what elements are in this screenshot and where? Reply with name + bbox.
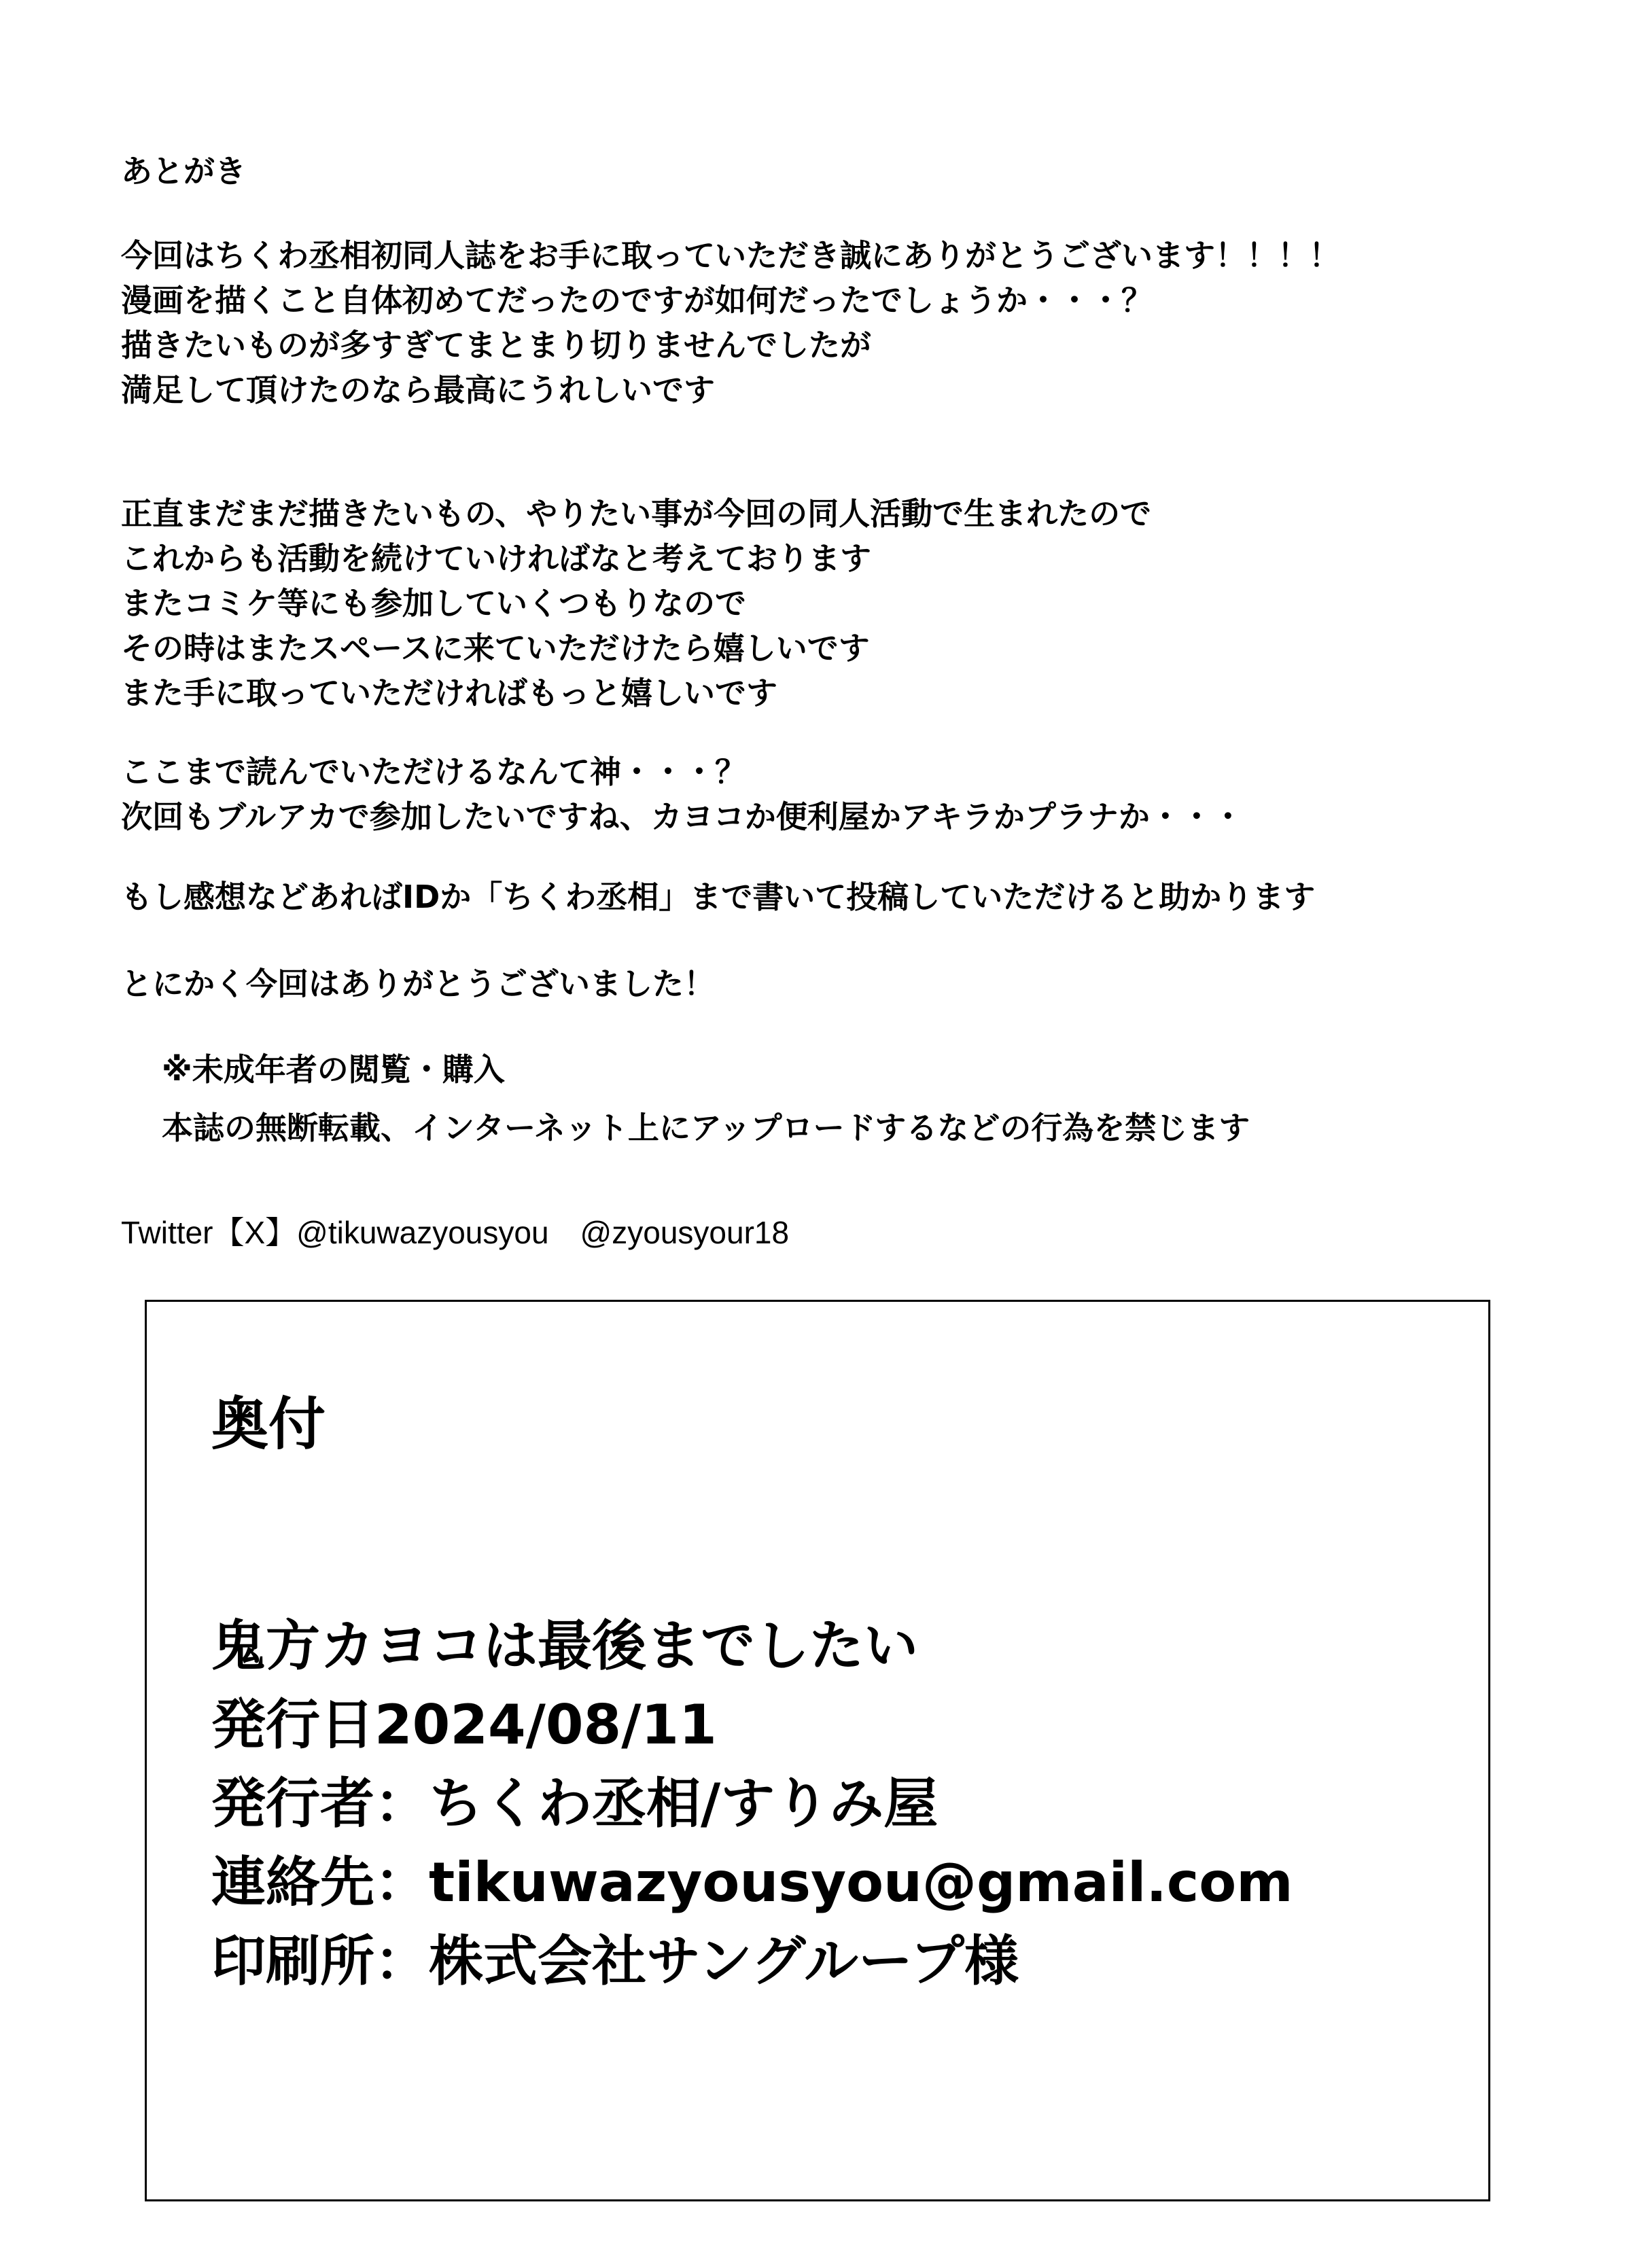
afterword-text-line: ここまで読んでいただけるなんて神・・・？ — [121, 754, 746, 790]
notice-line: 本誌の無断転載、インターネット上にアップロードするなどの行為を禁じます — [162, 1110, 1250, 1146]
afterword-text-line: とにかく今回はありがとうございました！ — [121, 965, 715, 1002]
afterword-text-line: その時はまたスペースに来ていただけたら嬉しいです — [121, 630, 870, 667]
afterword-text-line: 正直まだまだ描きたいもの、やりたい事が今回の同人活動で生まれたので — [121, 495, 1152, 532]
afterword-text-line: 次回もブルアカで参加したいですね、カヨコか便利屋かアキラかプラナか・・・ — [121, 798, 1244, 835]
afterword-heading: あとがき — [121, 153, 246, 190]
colophon-publisher: 発行者：ちくわ丞相/すりみ屋 — [211, 1772, 939, 1835]
notice-line: ※未成年者の閲覧・購入 — [162, 1051, 505, 1088]
afterword-text-line: これからも活動を続けていければなと考えております — [121, 540, 871, 577]
colophon-issue-date: 発行日2024/08/11 — [211, 1693, 717, 1756]
colophon-contact: 連絡先：tikuwazyousyou@gmail.com — [211, 1851, 1293, 1914]
afterword-text-line: 満足して頂けたのなら最高にうれしいです — [121, 372, 715, 408]
social-handles: Twitter【X】@tikuwazyousyou @zyousyour18 — [121, 1215, 790, 1250]
colophon-book-title: 鬼方カヨコは最後までしたい — [211, 1614, 918, 1678]
colophon-printer: 印刷所：株式会社サングループ様 — [211, 1930, 1019, 1993]
afterword-text-line: またコミケ等にも参加していくつもりなので — [121, 585, 746, 622]
afterword-text-line: 描きたいものが多すぎてまとまり切りませんでしたが — [121, 327, 871, 364]
afterword-text-line: 漫画を描くこと自体初めてだったのですが如何だったでしょうか・・・？ — [121, 282, 1153, 319]
afterword-text-line: もし感想などあればIDか「ちくわ丞相」まで書いて投稿していただけると助かります — [121, 879, 1316, 915]
colophon-title: 奥付 — [211, 1391, 326, 1457]
afterword-text-line: 今回はちくわ丞相初同人誌をお手に取っていただき誠にありがとうございます！！！！ — [121, 237, 1340, 274]
colophon-box — [145, 1300, 1490, 2201]
afterword-text-line: また手に取っていただければもっと嬉しいです — [121, 675, 777, 711]
